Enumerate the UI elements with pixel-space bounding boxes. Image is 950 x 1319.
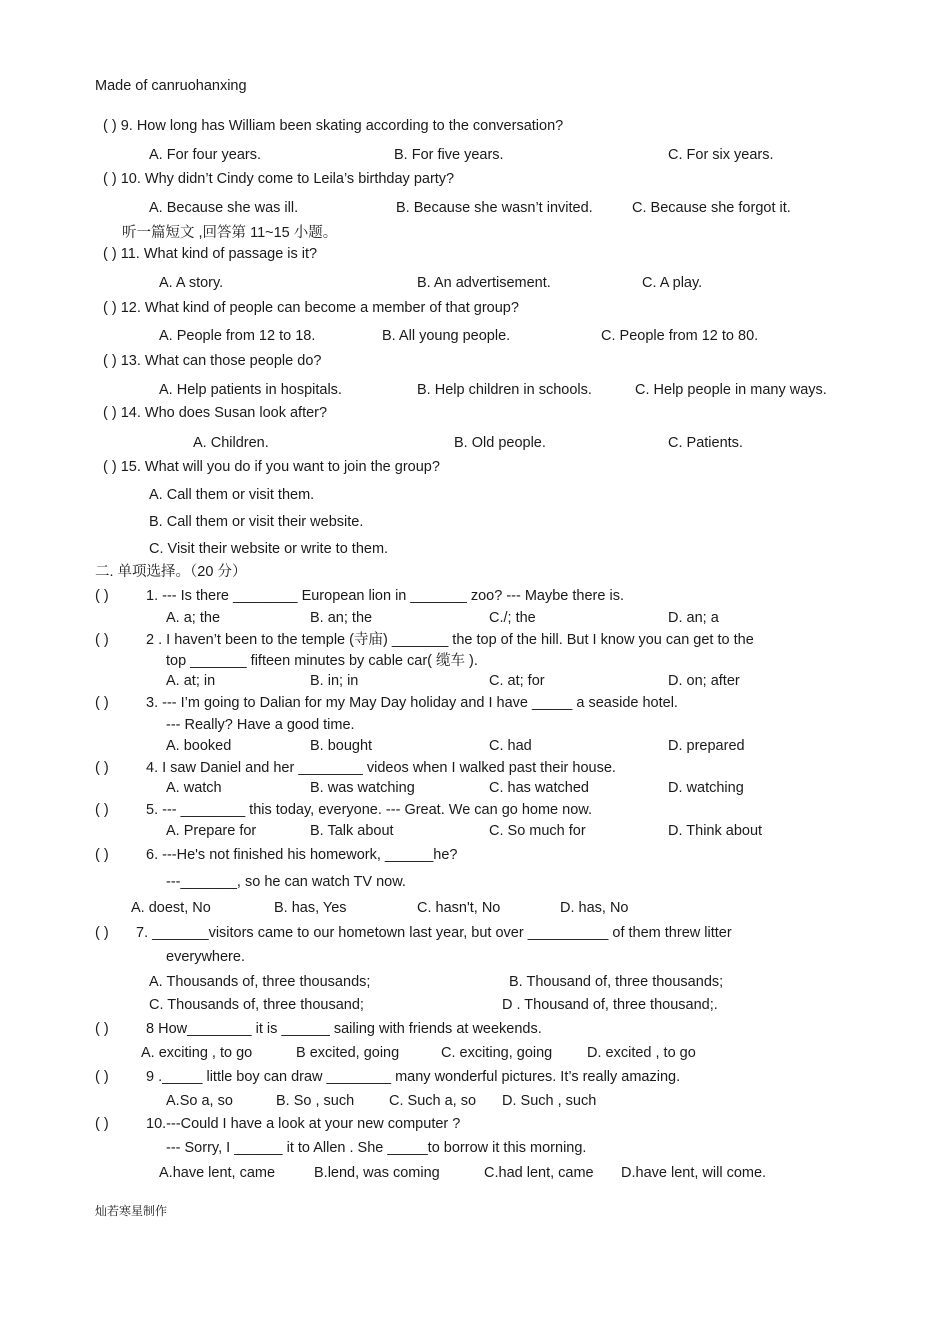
s2-q2-option-d: D. on; after [668,673,740,689]
s2-q2-stem: 2 . I haven’t been to the temple (寺庙) _______ the top of the hill. But I know you can get to the [146,632,754,648]
page-footer: 灿若寒星制作 [95,1204,168,1218]
s2-q10-stem: 10.---Could I have a look at your new computer ? [146,1116,461,1132]
q11-option-a: A. A story. [159,275,224,291]
passage-intro: 听一篇短文 ,回答第 11~15 小题。 [122,225,338,241]
question-14-stem: ( ) 14. Who does Susan look after? [103,405,328,421]
s2-q3-option-c: C. had [489,738,532,754]
s2-q7-option-a: A. Thousands of, three thousands; [149,974,371,990]
s2-q10-option-b: B.lend, was coming [314,1165,440,1181]
s2-q6-paren: ( ) [95,847,109,863]
s2-q5-paren: ( ) [95,802,109,818]
s2-q9-option-b: B. So , such [276,1093,355,1109]
s2-q1-stem: 1. --- Is there ________ European lion in _______ zoo? --- Maybe there is. [146,588,624,604]
q13-option-c: C. Help people in many ways. [635,382,827,398]
page-header: Made of canruohanxing [95,78,247,94]
s2-q3-paren: ( ) [95,695,109,711]
s2-q7-stem-line2: everywhere. [166,949,245,965]
s2-q2-option-a: A. at; in [166,673,216,689]
s2-q1-paren: ( ) [95,588,109,604]
question-9-stem: ( ) 9. How long has William been skating according to the conversation? [103,118,564,134]
q10-option-a: A. Because she was ill. [149,200,299,216]
s2-q8-option-a: A. exciting , to go [141,1045,253,1061]
s2-q5-option-b: B. Talk about [310,823,394,839]
s2-q7-stem: 7. _______visitors came to our hometown last year, but over __________ of them threw litter [136,925,732,941]
q14-option-a: A. Children. [193,435,269,451]
q12-option-b: B. All young people. [382,328,511,344]
s2-q6-option-c: C. hasn't, No [417,900,501,916]
s2-q10-paren: ( ) [95,1116,109,1132]
q15-option-c: C. Visit their website or write to them. [149,541,389,557]
q14-option-c: C. Patients. [668,435,743,451]
question-10-stem: ( ) 10. Why didn’t Cindy come to Leila’s birthday party? [103,171,455,187]
s2-q6-option-d: D. has, No [560,900,629,916]
s2-q7-option-c: C. Thousands of, three thousand; [149,997,364,1013]
s2-q8-option-d: D. excited , to go [587,1045,696,1061]
q14-option-b: B. Old people. [454,435,546,451]
q9-option-b: B. For five years. [394,147,504,163]
s2-q8-stem: 8 How________ it is ______ sailing with friends at weekends. [146,1021,542,1037]
question-15-stem: ( ) 15. What will you do if you want to join the group? [103,459,440,475]
s2-q9-option-a: A.So a, so [166,1093,233,1109]
s2-q4-paren: ( ) [95,760,109,776]
s2-q7-paren: ( ) [95,925,109,941]
s2-q3-option-b: B. bought [310,738,373,754]
question-12-stem: ( ) 12. What kind of people can become a member of that group? [103,300,519,316]
s2-q10-stem-line2: --- Sorry, I ______ it to Allen . She _____to borrow it this morning. [166,1140,587,1156]
s2-q4-option-c: C. has watched [489,780,589,796]
q15-option-b: B. Call them or visit their website. [149,514,364,530]
s2-q10-option-d: D.have lent, will come. [621,1165,767,1181]
s2-q4-stem: 4. I saw Daniel and her ________ videos when I walked past their house. [146,760,616,776]
section-2-title: 二. 单项选择。（20 分） [95,564,247,580]
s2-q8-paren: ( ) [95,1021,109,1037]
s2-q7-option-b: B. Thousand of, three thousands; [509,974,724,990]
s2-q3-option-a: A. booked [166,738,232,754]
q11-option-b: B. An advertisement. [417,275,551,291]
q12-option-a: A. People from 12 to 18. [159,328,316,344]
s2-q10-option-c: C.had lent, came [484,1165,594,1181]
s2-q5-option-d: D. Think about [668,823,763,839]
q13-option-a: A. Help patients in hospitals. [159,382,342,398]
s2-q9-paren: ( ) [95,1069,109,1085]
q13-option-b: B. Help children in schools. [417,382,592,398]
s2-q3-stem-line2: --- Really? Have a good time. [166,717,355,733]
q15-option-a: A. Call them or visit them. [149,487,315,503]
s2-q1-option-b: B. an; the [310,610,373,626]
q10-option-b: B. Because she wasn’t invited. [396,200,593,216]
s2-q8-option-c: C. exciting, going [441,1045,553,1061]
s2-q4-option-b: B. was watching [310,780,415,796]
s2-q6-stem-line2: ---_______, so he can watch TV now. [166,874,406,890]
s2-q1-option-a: A. a; the [166,610,221,626]
q12-option-c: C. People from 12 to 80. [601,328,759,344]
s2-q9-option-d: D. Such , such [502,1093,597,1109]
s2-q9-stem: 9 ._____ little boy can draw ________ many wonderful pictures. It’s really amazing. [146,1069,681,1085]
s2-q6-option-b: B. has, Yes [274,900,347,916]
s2-q8-option-b: B excited, going [296,1045,400,1061]
s2-q5-stem: 5. --- ________ this today, everyone. --- Great. We can go home now. [146,802,592,818]
q10-option-c: C. Because she forgot it. [632,200,791,216]
s2-q2-paren: ( ) [95,632,109,648]
question-13-stem: ( ) 13. What can those people do? [103,353,322,369]
s2-q4-option-d: D. watching [668,780,744,796]
s2-q3-option-d: D. prepared [668,738,745,754]
q9-option-c: C. For six years. [668,147,774,163]
s2-q2-stem-line2: top _______ fifteen minutes by cable car( 缆车 ). [166,653,478,669]
s2-q9-option-c: C. Such a, so [389,1093,477,1109]
s2-q10-option-a: A.have lent, came [159,1165,276,1181]
q9-option-a: A. For four years. [149,147,262,163]
s2-q4-option-a: A. watch [166,780,222,796]
s2-q7-option-d: D . Thousand of, three thousand;. [502,997,718,1013]
q11-option-c: C. A play. [642,275,703,291]
s2-q5-option-a: A. Prepare for [166,823,257,839]
s2-q5-option-c: C. So much for [489,823,586,839]
s2-q6-stem: 6. ---He's not finished his homework, ______he? [146,847,458,863]
question-11-stem: ( ) 11. What kind of passage is it? [103,246,318,262]
s2-q2-option-c: C. at; for [489,673,545,689]
s2-q1-option-c: C./; the [489,610,536,626]
s2-q6-option-a: A. doest, No [131,900,211,916]
s2-q2-option-b: B. in; in [310,673,359,689]
s2-q1-option-d: D. an; a [668,610,719,626]
s2-q3-stem: 3. --- I’m going to Dalian for my May Day holiday and I have _____ a seaside hotel. [146,695,678,711]
